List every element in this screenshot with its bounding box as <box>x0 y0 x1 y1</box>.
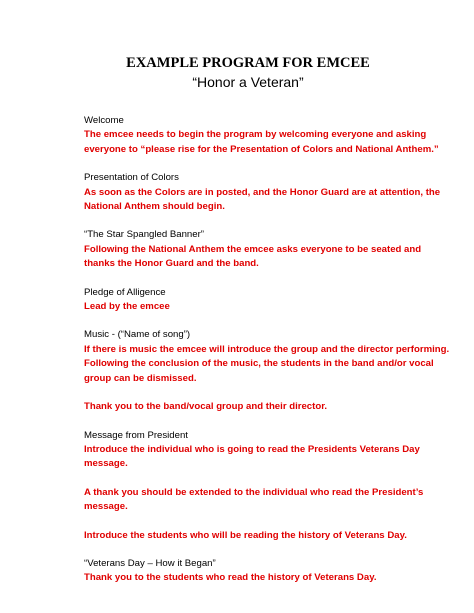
instruction-line: Following the conclusion of the music, the students in the band and/or vocal <box>84 358 434 370</box>
instruction-line: thanks the Honor Guard and the band. <box>84 258 259 270</box>
instruction-line: Introduce the individual who is going to read the Presidents Veterans Day <box>84 443 420 455</box>
instruction-line: National Anthem should begin. <box>84 201 225 213</box>
section-heading: Presentation of Colors <box>84 172 179 184</box>
section-presentation-of-colors <box>84 171 441 214</box>
page-title: EXAMPLE PROGRAM FOR EMCEE <box>126 55 370 71</box>
section-heading: Message from President <box>84 429 188 441</box>
page-subtitle: “Honor a Veteran” <box>192 74 304 90</box>
instruction-line: group can be dismissed. <box>84 372 197 384</box>
instruction-line: message. <box>84 458 128 470</box>
instruction-line: The emcee needs to begin the program by welcoming everyone and asking <box>84 129 427 141</box>
section-thank-band <box>84 400 424 414</box>
section-heading: Pledge of Alligence <box>84 286 166 298</box>
instruction-line: Thank you to the students who read the history of Veterans Day. <box>84 572 377 584</box>
section-welcome <box>84 114 439 157</box>
program-body <box>84 114 450 586</box>
instruction-line: Introduce the students who will be reading the history of Veterans Day. <box>84 529 407 541</box>
section-thank-reader <box>84 486 424 515</box>
instruction-line: As soon as the Colors are in posted, and the Honor Guard are at attention, the <box>84 186 441 198</box>
section-music <box>84 328 450 386</box>
instruction-line: everyone to “please rise for the Presentation of Colors and National Anthem.” <box>84 143 439 155</box>
section-star-spangled-banner <box>84 228 424 271</box>
section-introduce-students <box>84 529 424 543</box>
instruction-line: A thank you should be extended to the individual who read the President’s <box>84 486 424 498</box>
instruction-line: Thank you to the band/vocal group and their director. <box>84 401 328 413</box>
section-message-from-president <box>84 429 424 472</box>
document-header <box>82 54 414 92</box>
section-pledge <box>84 286 424 315</box>
instruction-line: Following the National Anthem the emcee asks everyone to be seated and <box>84 243 422 255</box>
section-heading: “Veterans Day – How it Began” <box>84 557 216 569</box>
section-veterans-day <box>84 557 424 586</box>
instruction-line: Lead by the emcee <box>84 301 170 313</box>
instruction-line: If there is music the emcee will introduce the group and the director performing. <box>84 343 450 355</box>
section-heading: Music - (“Name of song”) <box>84 329 191 341</box>
section-heading: “The Star Spangled Banner” <box>84 229 204 241</box>
section-heading: Welcome <box>84 115 124 126</box>
instruction-line: message. <box>84 501 128 513</box>
